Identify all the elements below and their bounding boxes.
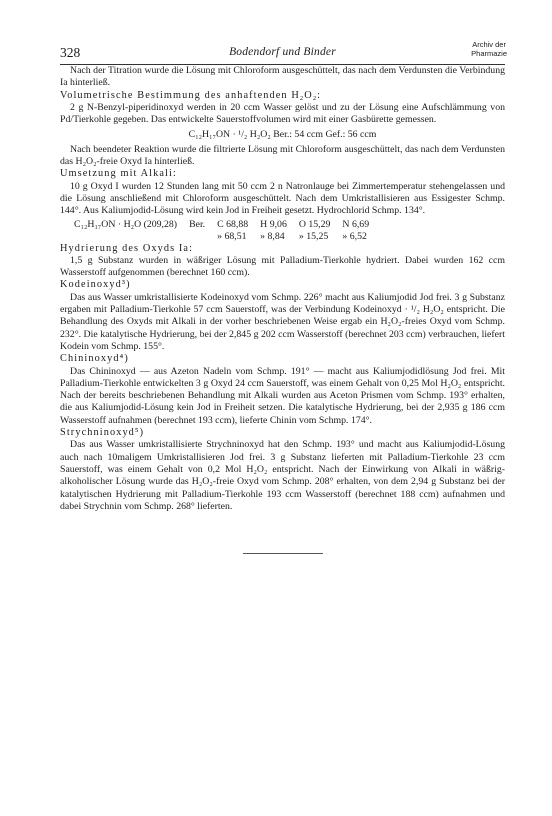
analysis-ber-label: Ber. bbox=[189, 218, 206, 230]
analysis-row-found bbox=[74, 231, 381, 243]
page-header bbox=[60, 40, 507, 65]
volumetric-paragraph: 2 g N-Benzyl-piperidinoxyd werden in 20 ccm Wasser gelöst und zu der Lösung eine Aufschlämmung von Pd/Tierkohle gegeben. Das entwickelte Sauerstoffvolumen wird mit einer Gasbürette gemessen. bbox=[60, 101, 505, 126]
page bbox=[60, 40, 507, 554]
analysis-cell: » 6,52 bbox=[342, 230, 367, 242]
analysis-cell: » 68,51 bbox=[217, 230, 247, 242]
chininoxyd-paragraph: Das Chininoxyd — aus Azeton Nadeln vom Schmp. 191° — macht aus Kaliumjodidlösung Jod frei. Mit Palladium-Tierkohle entwickelten 3 g Oxyd 24 ccm Sauerstoff, was einem Gehalt von 0,25 Mol H₂O₂ entspricht. Nach der bereits beschriebenen Behandlung mit Alkali wurden aus Aceton Prismen vom Schmp. 193° erhalten, die aus Kaliumjodid-Lösung kein Jod in Freiheit setzen. Die katalytische Hydrierung, bei der 2,935 g 186 ccm Wasserstoff aufnahmen (berechnet 193 ccm), lieferte Chinin vom Schmp. 174°. bbox=[60, 365, 505, 426]
alkali-paragraph: 10 g Oxyd I wurden 12 Stunden lang mit 50 ccm 2 n Natronlauge bei Zimmertemperatur stehengelassen und die Lösung anschließend mit Chloroform ausgeschüttelt. Nach dem Umkristallisieren aus Essigester Schmp. 144°. Aus Kaliumjodid-Lösung wird kein Jod in Freiheit gesetzt. Hydrochlorid Schmp. 134°. bbox=[60, 180, 505, 217]
heading-text: O bbox=[304, 89, 313, 101]
analysis-cell: » 15,25 bbox=[298, 230, 329, 242]
analysis-cell: C 68,88 bbox=[217, 218, 249, 230]
section-heading-chininoxyd: Chininoxyd⁴) bbox=[60, 353, 129, 365]
page-number: 328 bbox=[60, 45, 81, 60]
section-heading-alkali: Umsetzung mit Alkali: bbox=[60, 168, 177, 180]
analysis-cell: O 15,29 bbox=[298, 218, 331, 230]
subscript: 2 bbox=[299, 94, 305, 102]
heading-text: : bbox=[317, 89, 322, 101]
kodeinoxyd-paragraph: Das aus Wasser umkristallisierte Kodeinoxyd vom Schmp. 226° macht aus Kaliumjodid Jod frei. 3 g Substanz ergaben mit Palladium-Tierkohle 57 ccm Sauerstoff, was der Verbindung Kodeinoxyd · ¹/₂ H₂O₂ entspricht. Die Behandlung des Oxyds mit Alkali in der vorher beschriebenen Weise ergab ein H₂O₂-freies Oxyd vom Schmp. 232°. Die katalytische Hydrierung, bei der 2,845 g 202 ccm Wasserstoff (berechnet 203 ccm) verbrauchen, liefert Kodein vom Schmp. 155°. bbox=[60, 291, 505, 352]
analysis-empty bbox=[74, 231, 189, 243]
heading-text: Volumetrische Bestimmung des anhaftenden H bbox=[60, 89, 300, 101]
journal-line-1: Archiv der bbox=[472, 40, 506, 49]
analysis-cell: H 9,06 bbox=[260, 218, 287, 230]
subscript: 2 bbox=[312, 94, 318, 102]
section-heading-kodeinoxyd: Kodeinoxyd³) bbox=[60, 279, 131, 291]
journal-name bbox=[471, 40, 507, 58]
article-body bbox=[60, 65, 505, 554]
analysis-cell: N 6,69 bbox=[342, 218, 370, 230]
end-rule bbox=[243, 553, 323, 554]
analysis-row-calculated bbox=[74, 219, 381, 231]
analysis-empty bbox=[189, 231, 217, 243]
section-heading-strychninoxyd: Strychninoxyd⁵) bbox=[60, 427, 145, 439]
volumetric-formula: C₁₂H₁₇ON · ¹/₂ H₂O₂ Ber.: 54 ccm Gef.: 56 ccm bbox=[188, 129, 377, 141]
hydrogenation-paragraph: 1,5 g Substanz wurden in wäßriger Lösung mit Palladium-Tierkohle hydriert. Dabei wurden 162 ccm Wasserstoff aufgenommen (berechnet 160 ccm). bbox=[60, 254, 505, 279]
analysis-cell: » 8,84 bbox=[260, 230, 285, 242]
analysis-formula: C₁₂H₁₇ON · H₂O (209,28) bbox=[74, 218, 178, 230]
strychninoxyd-paragraph: Das aus Wasser umkristallisierte Strychninoxyd hat den Schmp. 193° und macht aus Kaliumjodid-Lösung auch nach 10maligem Umkristallisieren Jod frei. 3 g Substanz lieferten mit Palladium-Tierkohle 23 ccm Sauerstoff, was einem Gehalt von 0,2 Mol H₂O₂ entspricht. Nach der Einwirkung von Alkali in wäßrig-alkoholischer Lösung wurde das H₂O₂-freie Oxyd vom Schmp. 208° erhalten, von dem 2,94 g Substanz bei der katalytischen Hydrierung mit Palladium-Tierkohle 193 ccm Wasserstoff (berechnet 188 ccm) aufnahmen und dabei Strychnin vom Schmp. 268° lieferten. bbox=[60, 439, 505, 512]
volumetric-paragraph-2: Nach beendeter Reaktion wurde die filtrierte Lösung mit Chloroform ausgeschüttelt, das nach dem Verdunsten das H₂O₂-freie Oxyd Ia hinterließ. bbox=[60, 143, 505, 168]
running-title: Bodendorf und Binder bbox=[229, 46, 336, 58]
journal-line-2: Pharmazie bbox=[471, 49, 507, 58]
section-heading-hydrogenation: Hydrierung des Oxyds Ia: bbox=[60, 242, 194, 254]
elemental-analysis-table bbox=[74, 219, 381, 243]
intro-paragraph: Nach der Titration wurde die Lösung mit Chloroform ausgeschüttelt, das nach dem Verdunsten die Verbindung Ia hinterließ. bbox=[60, 65, 505, 89]
section-heading-volumetric bbox=[60, 90, 505, 102]
